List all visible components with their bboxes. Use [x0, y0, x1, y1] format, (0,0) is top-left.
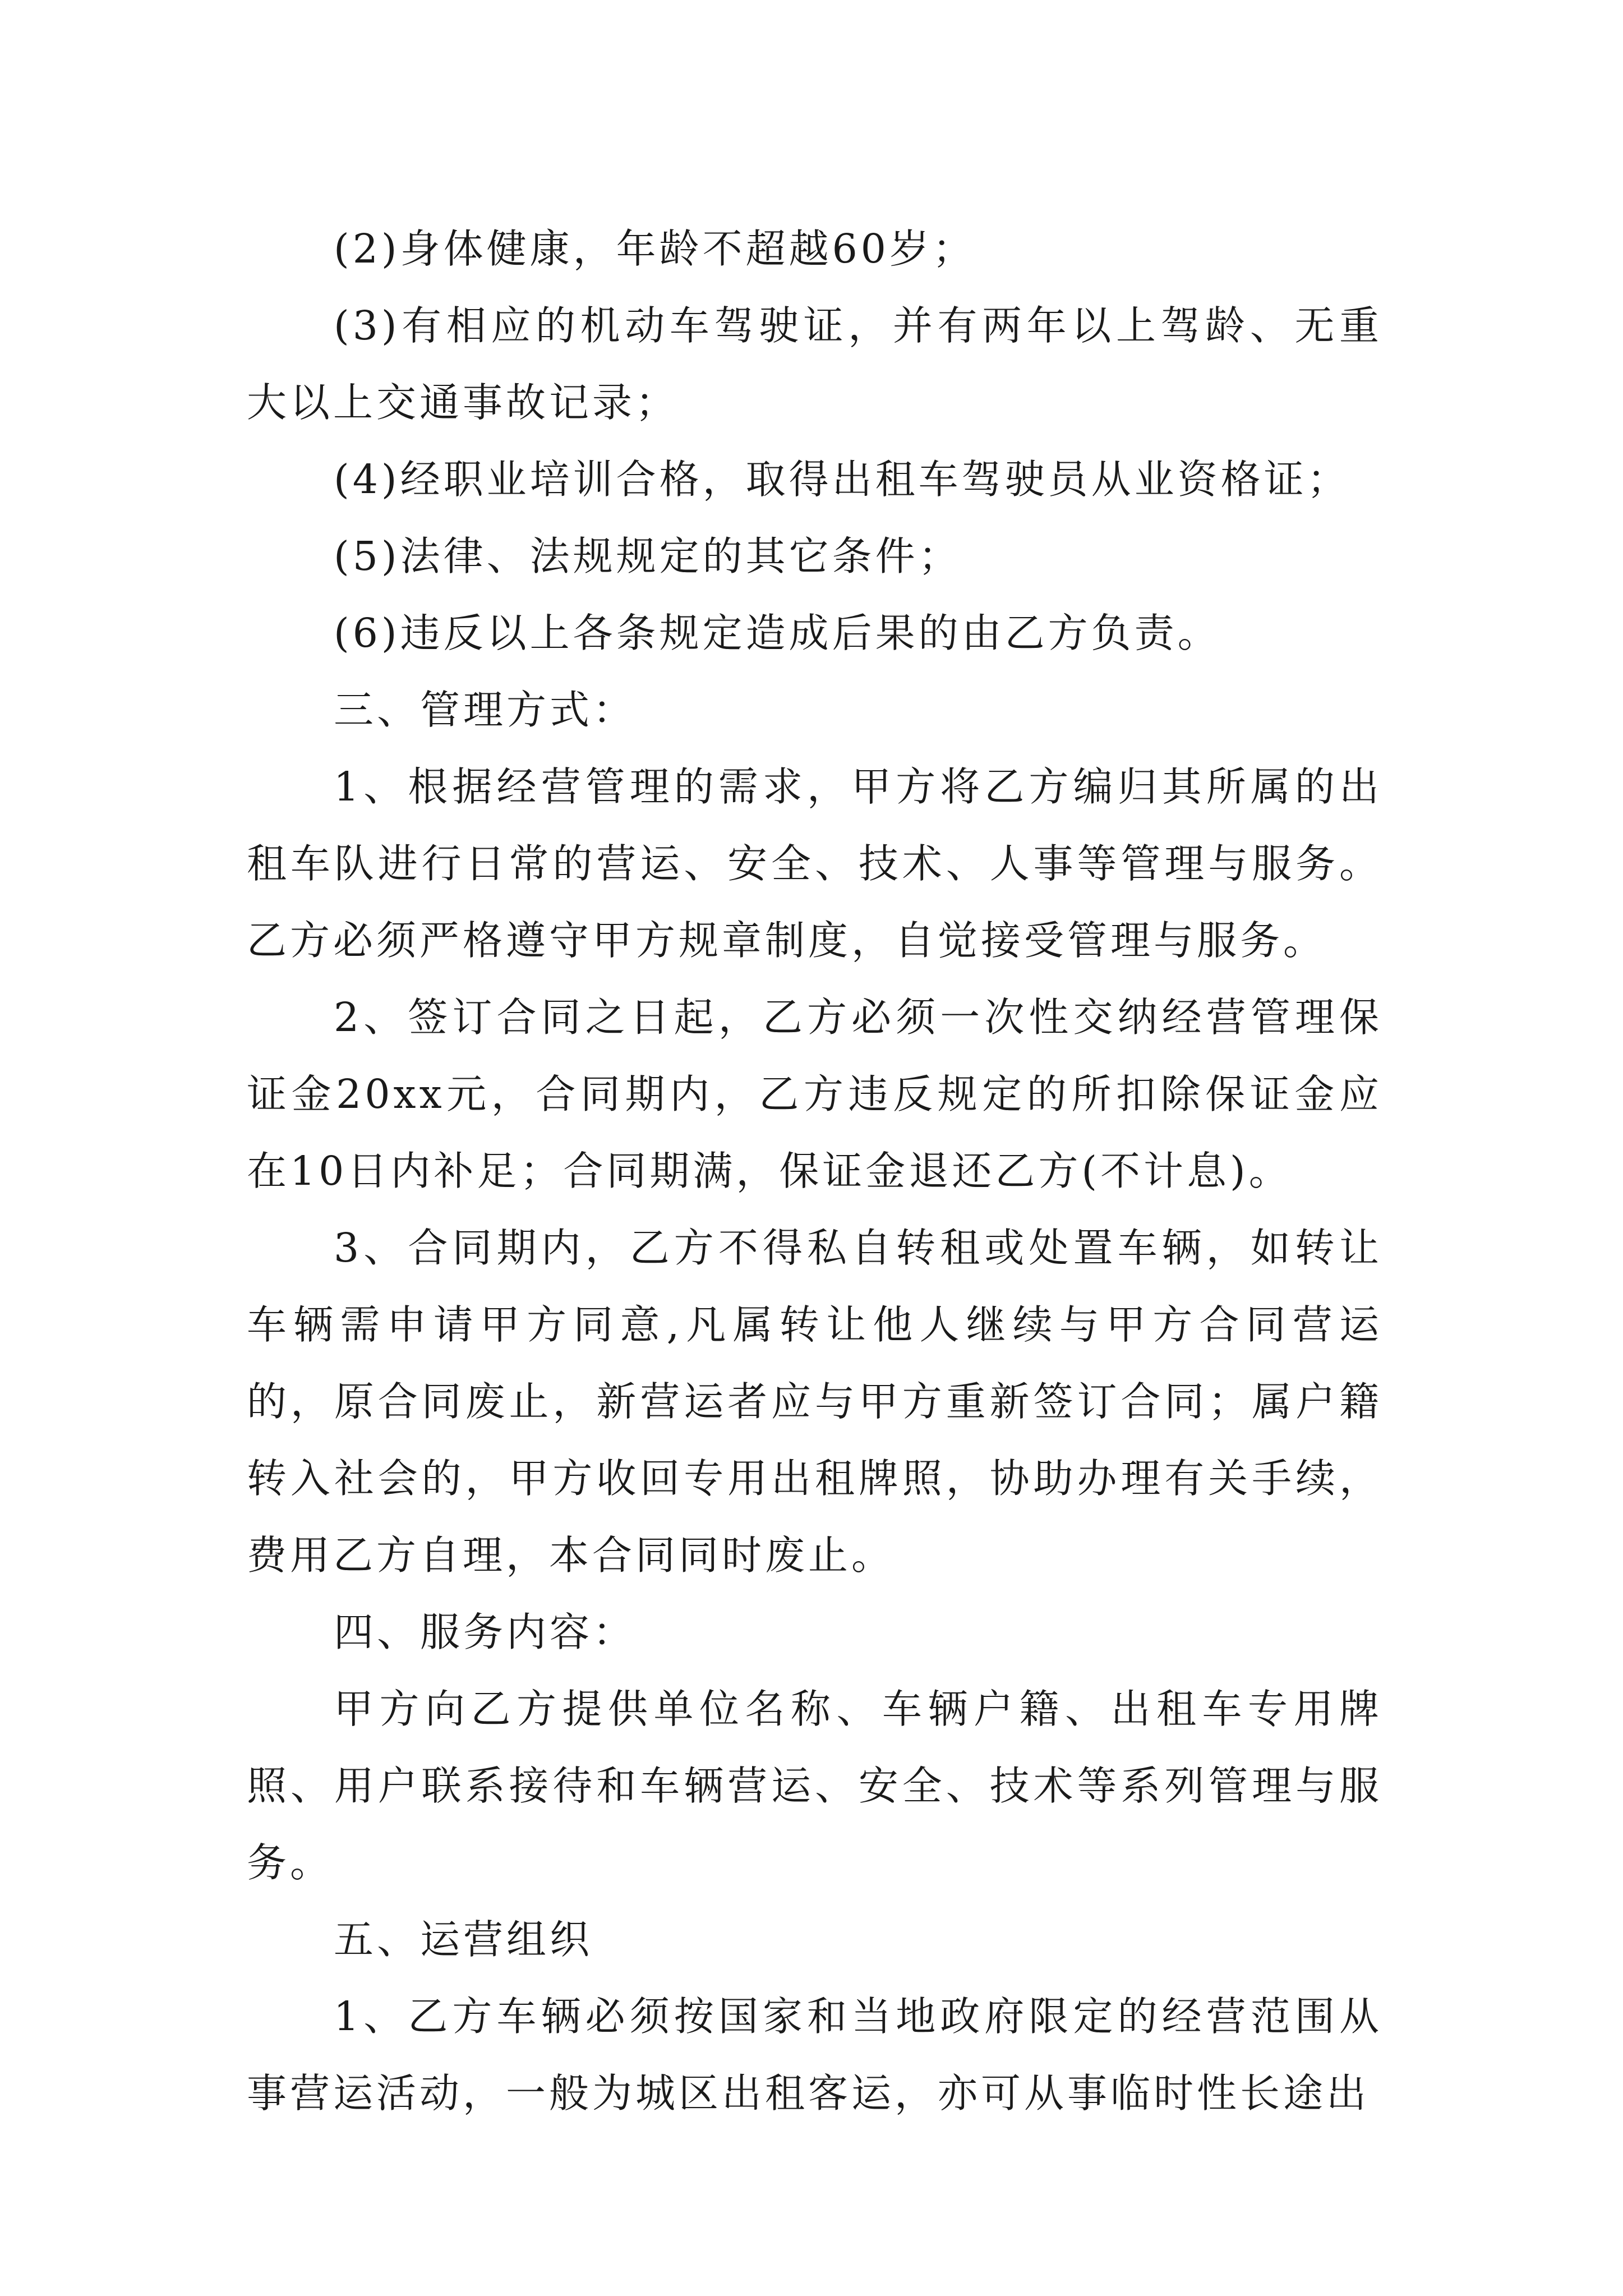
section-heading-management: 三、管理方式：: [334, 687, 637, 733]
paragraph-management-2: 2、签订合同之日起，乙方必须一次性交纳经营管理保证金20xx元，合同期内，乙方违反规定的所扣除保证金应在10日内补足；合同期满，保证金退还乙方(不计息)。: [247, 994, 1382, 1194]
paragraph-3: (3)有相应的机动车驾驶证，并有两年以上驾龄、无重大以上交通事故记录；: [247, 302, 1382, 426]
section-heading-operations: 五、运营组织: [334, 1916, 593, 1963]
paragraph-services: 甲方向乙方提供单位名称、车辆户籍、出租车专用牌照、用户联系接待和车辆营运、安全、技术等系列管理与服务。: [247, 1686, 1382, 1886]
paragraph-4: (4)经职业培训合格，取得出租车驾驶员从业资格证；: [334, 456, 1350, 503]
paragraph-5: (5)法律、法规规定的其它条件；: [334, 533, 962, 579]
document-body: [247, 210, 1382, 2132]
paragraph-6: (6)违反以上各条规定造成后果的由乙方负责。: [334, 610, 1221, 656]
paragraph-2: (2)身体健康，年龄不超越60岁；: [334, 226, 976, 272]
paragraph-operations-1: 1、乙方车辆必须按国家和当地政府限定的经营范围从事营运活动，一般为城区出租客运，亦可从事临时性长途出: [247, 1993, 1382, 2116]
paragraph-management-1: 1、根据经营管理的需求，甲方将乙方编归其所属的出租车队进行日常的营运、安全、技术、人事等管理与服务。乙方必须严格遵守甲方规章制度，自觉接受管理与服务。: [247, 763, 1382, 964]
paragraph-management-3: 3、合同期内，乙方不得私自转租或处置车辆，如转让车辆需申请甲方同意,凡属转让他人继续与甲方合同营运的，原合同废止，新营运者应与甲方重新签订合同；属户籍转入社会的，甲方收回专用出租牌照，协助办理有关手续，费用乙方自理，本合同同时废止。: [247, 1225, 1382, 1579]
section-heading-services: 四、服务内容：: [334, 1609, 637, 1655]
